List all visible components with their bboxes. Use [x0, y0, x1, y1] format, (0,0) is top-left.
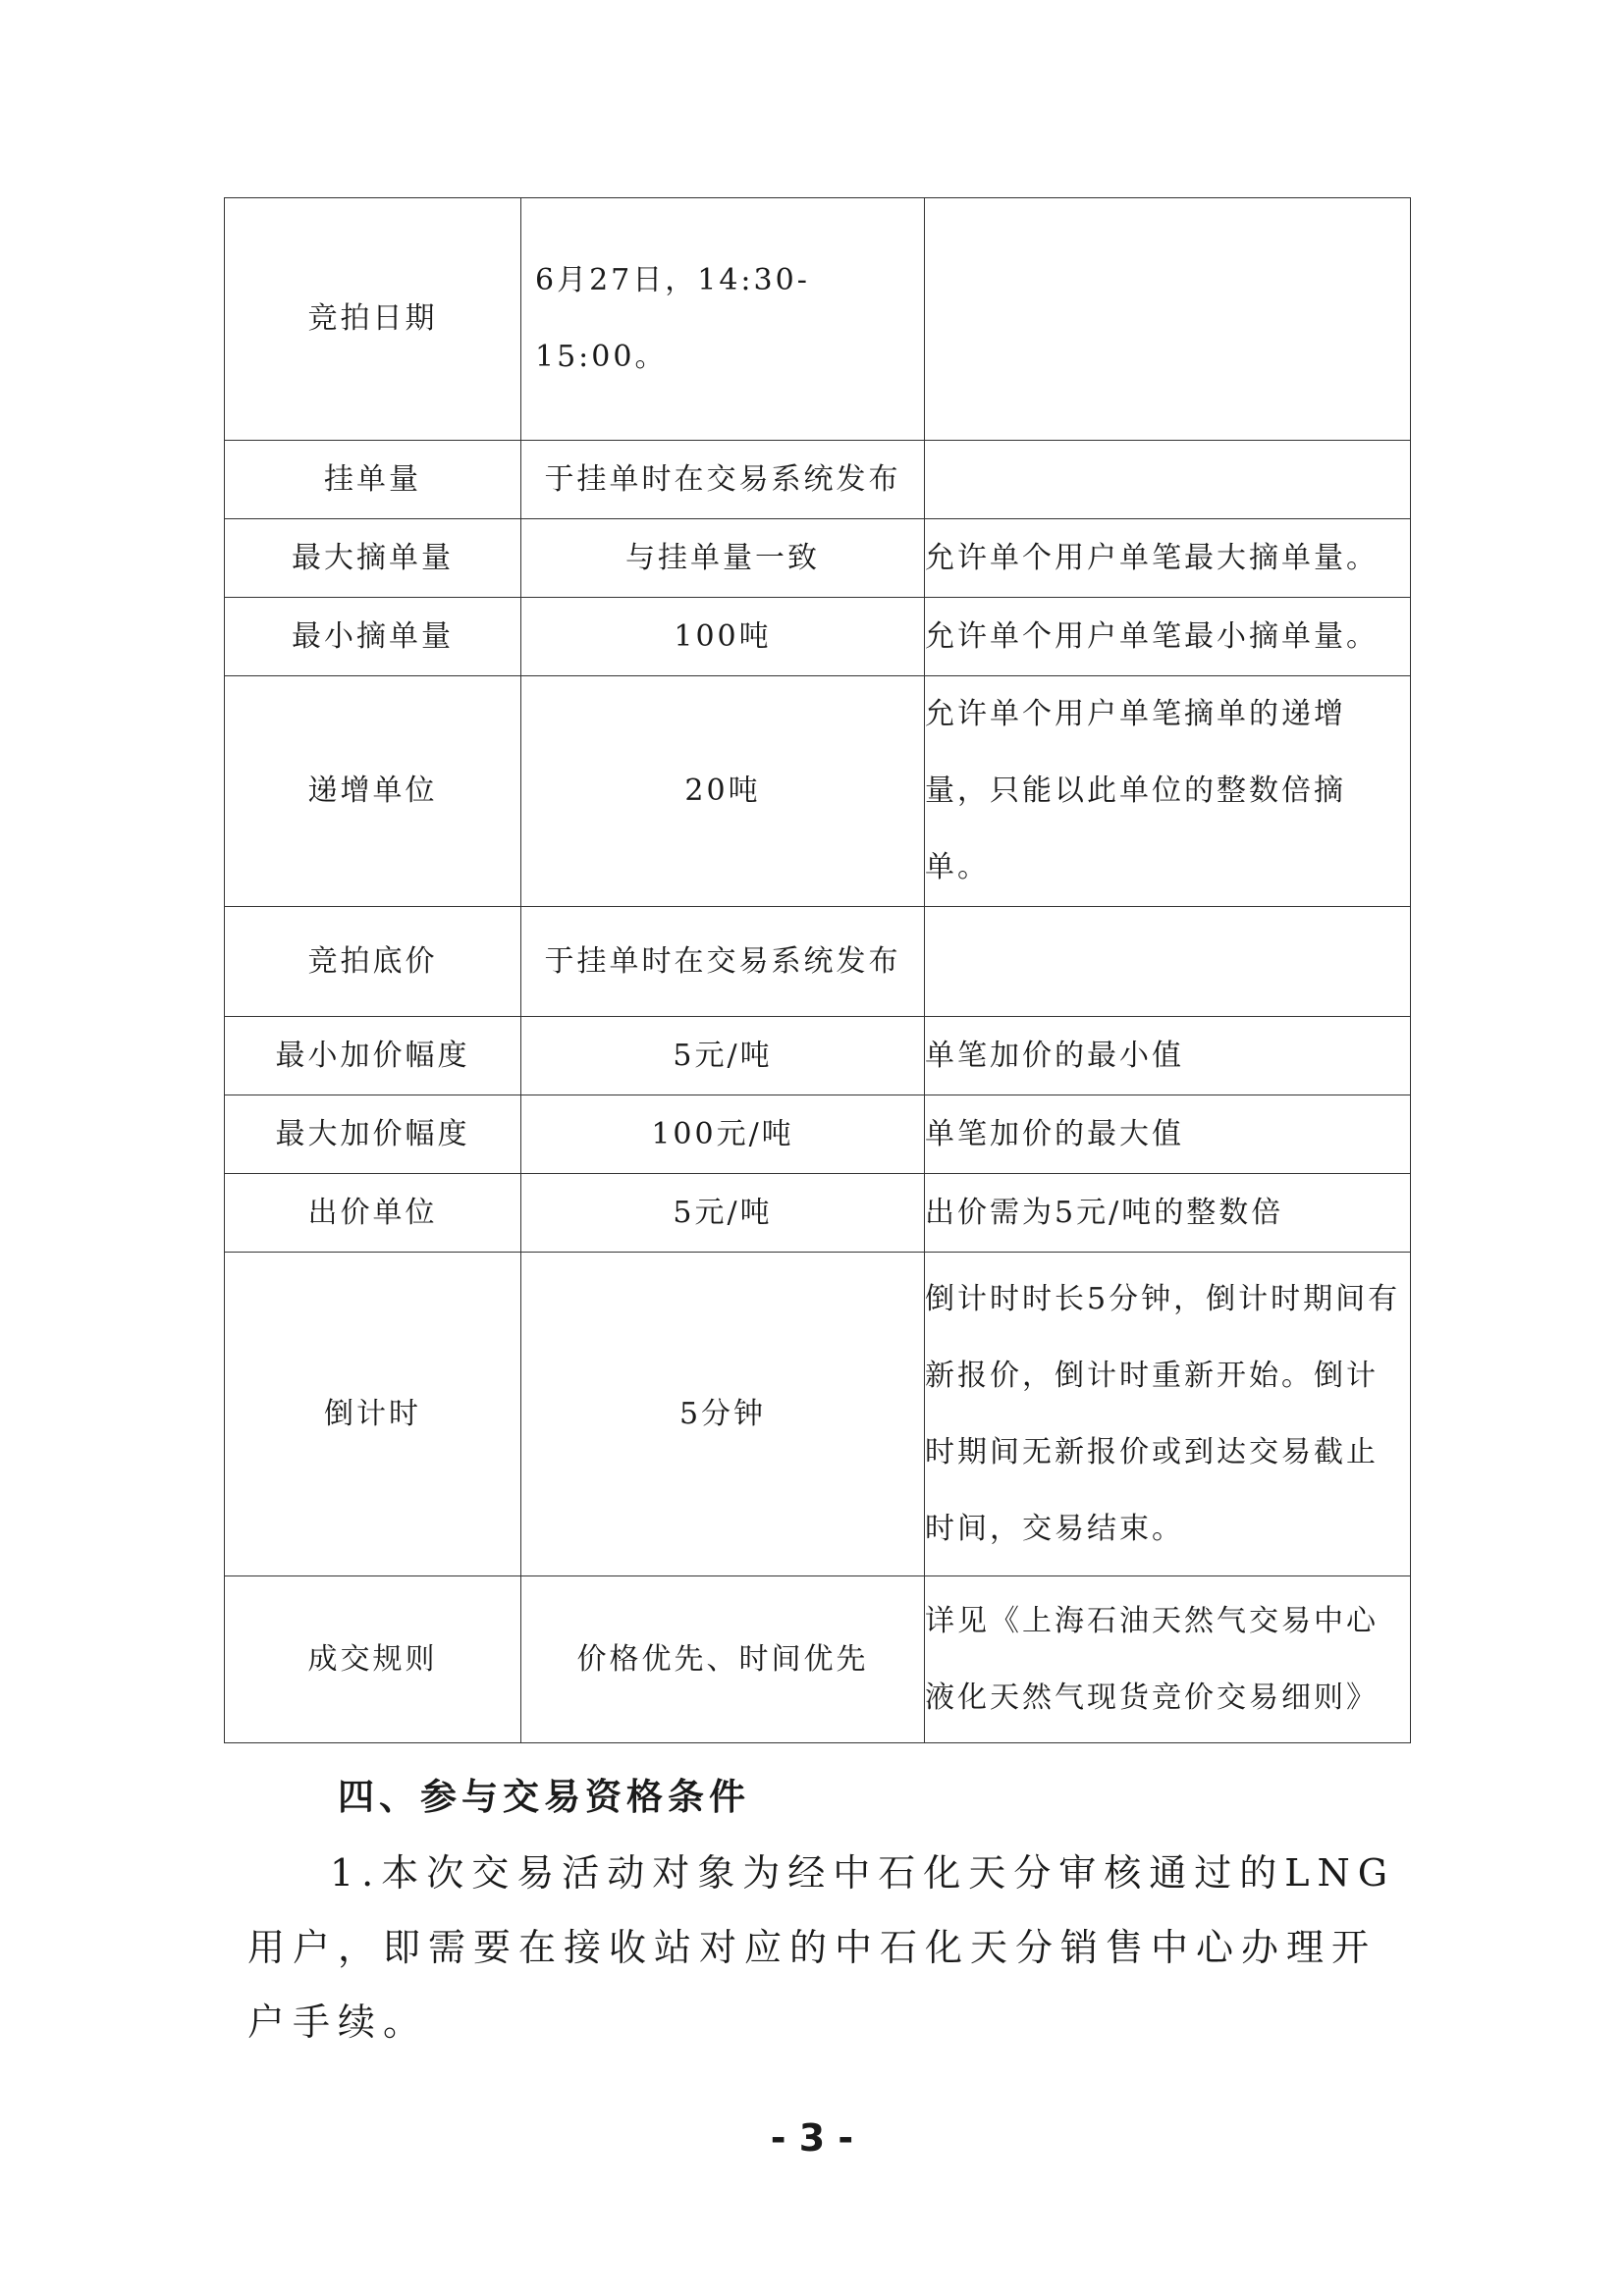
- row-label: 竞拍底价: [225, 907, 521, 1017]
- row-value: 6月27日，14:30-15:00。: [521, 198, 925, 441]
- row-value: 于挂单时在交易系统发布: [521, 441, 925, 519]
- row-label: 竞拍日期: [225, 198, 521, 441]
- table-row: [225, 1576, 1411, 1743]
- table-row: [225, 198, 1411, 441]
- row-note: [925, 441, 1411, 519]
- table-row: [225, 519, 1411, 598]
- section-paragraph: 1.本次交易活动对象为经中石化天分审核通过的LNG用户，即需要在接收站对应的中石化天分销售中心办理开户手续。: [247, 1851, 1396, 2044]
- table-row: [225, 1095, 1411, 1174]
- row-label: 最大加价幅度: [225, 1095, 521, 1174]
- row-value: 5分钟: [521, 1253, 925, 1576]
- table-row: [225, 441, 1411, 519]
- row-value: 100吨: [521, 598, 925, 676]
- table-row: [225, 1017, 1411, 1095]
- row-label: 出价单位: [225, 1174, 521, 1253]
- row-value: 价格优先、时间优先: [521, 1576, 925, 1743]
- page-number: - 3 -: [770, 2116, 854, 2160]
- row-label: 递增单位: [225, 676, 521, 907]
- table-row: [225, 907, 1411, 1017]
- row-value: 于挂单时在交易系统发布: [521, 907, 925, 1017]
- table-row: [225, 676, 1411, 907]
- row-label: 最大摘单量: [225, 519, 521, 598]
- section-heading: 四、参与交易资格条件: [338, 1776, 750, 1818]
- row-label: 挂单量: [225, 441, 521, 519]
- row-note: 倒计时时长5分钟，倒计时期间有新报价，倒计时重新开始。倒计时期间无新报价或到达交易截止时间，交易结束。: [925, 1253, 1411, 1576]
- row-note: 允许单个用户单笔最小摘单量。: [925, 598, 1411, 676]
- row-value: 100元/吨: [521, 1095, 925, 1174]
- row-value: 5元/吨: [521, 1017, 925, 1095]
- row-value: 5元/吨: [521, 1174, 925, 1253]
- table-row: [225, 1253, 1411, 1576]
- row-note: 单笔加价的最大值: [925, 1095, 1411, 1174]
- row-note: 出价需为5元/吨的整数倍: [925, 1174, 1411, 1253]
- row-note: [925, 907, 1411, 1017]
- auction-rules-table: [224, 197, 1411, 1743]
- row-value: 20吨: [521, 676, 925, 907]
- row-note: 允许单个用户单笔最大摘单量。: [925, 519, 1411, 598]
- row-note: 详见《上海石油天然气交易中心液化天然气现货竞价交易细则》: [925, 1576, 1411, 1743]
- row-label: 最小摘单量: [225, 598, 521, 676]
- row-note: [925, 198, 1411, 441]
- row-value: 与挂单量一致: [521, 519, 925, 598]
- row-label: 倒计时: [225, 1253, 521, 1576]
- row-label: 成交规则: [225, 1576, 521, 1743]
- row-note: 单笔加价的最小值: [925, 1017, 1411, 1095]
- table-row: [225, 598, 1411, 676]
- row-label: 最小加价幅度: [225, 1017, 521, 1095]
- row-note: 允许单个用户单笔摘单的递增量，只能以此单位的整数倍摘单。: [925, 676, 1411, 907]
- table-row: [225, 1174, 1411, 1253]
